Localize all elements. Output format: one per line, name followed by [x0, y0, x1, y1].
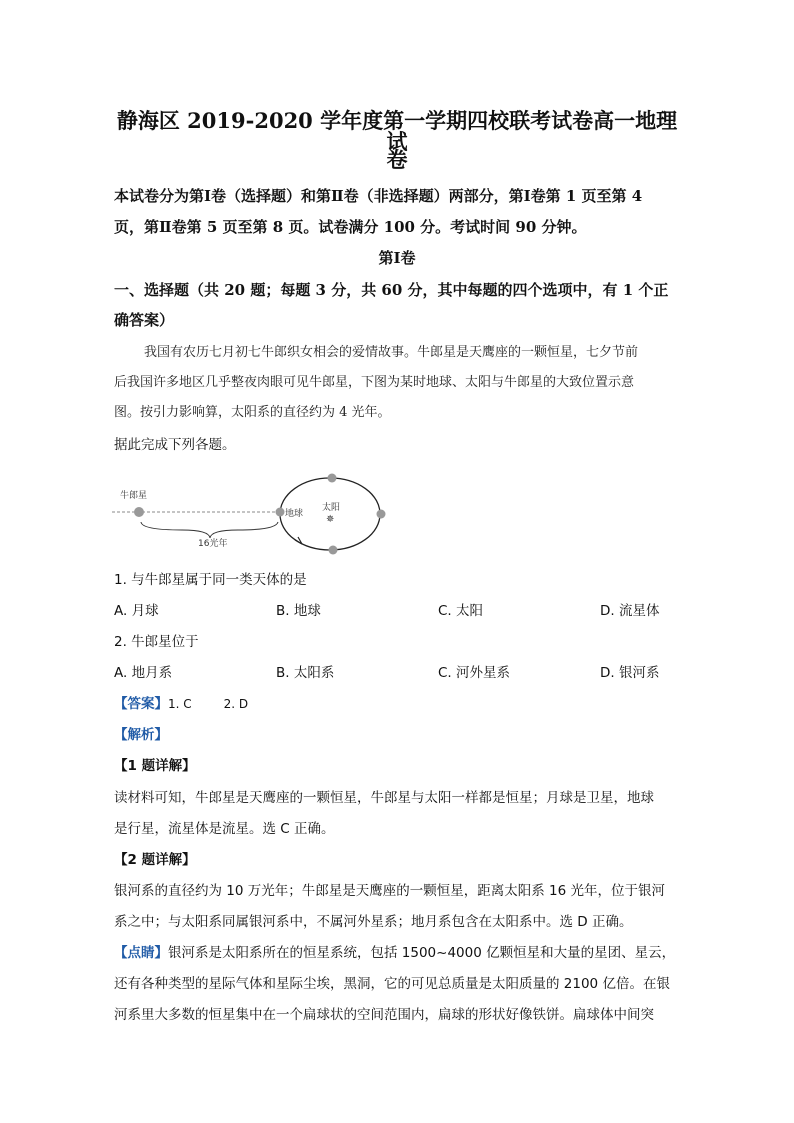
position-diagram	[112, 470, 402, 570]
intro-line2: 页，第Ⅱ卷第 5 页至第 8 页。试卷满分 100 分。考试时间 90 分钟。	[114, 218, 587, 236]
tip-row	[114, 946, 675, 961]
question-2-option-b: B. 太阳系	[276, 665, 335, 681]
earth-position-right	[377, 510, 386, 519]
altair-label: 牛郎星	[120, 491, 148, 501]
page-title-line1: 静海区 2019-2020 学年度第一学期四校联考试卷高一地理试	[116, 108, 678, 154]
answer-2: 2. D	[223, 697, 249, 711]
volume-title: 第Ⅰ卷	[378, 249, 416, 267]
material-line1: 我国有农历七月初七牛郎织女相会的爱情故事。牛郎星是天鹰座的一颗恒星，七夕节前	[144, 345, 639, 360]
earth-position-bottom	[329, 546, 338, 555]
earth-label: 地球	[285, 509, 304, 519]
answer-row	[114, 697, 248, 712]
detail2-label: 【2 题详解】	[114, 852, 196, 868]
question-2-option-c: C. 河外星系	[438, 665, 511, 681]
earth-position-left	[276, 508, 285, 517]
tip-line1: 银河系是太阳系所在的恒星系统，包括 1500~4000 亿颗恒星和大量的星团、星云，	[168, 945, 676, 961]
earth-position-top	[328, 474, 337, 483]
section-heading-line2: 确答案）	[114, 311, 175, 329]
question-1-option-d: D. 流星体	[600, 603, 660, 619]
sun-label: 太阳	[322, 503, 341, 513]
detail2-line2: 系之中；与太阳系同属银河系中，不属河外星系；地月系包含在太阳系中。选 D 正确。	[114, 914, 633, 930]
answer-1: 1. C	[168, 697, 192, 711]
intro-line1: 本试卷分为第Ⅰ卷（选择题）和第Ⅱ卷（非选择题）两部分，第Ⅰ卷第 1 页至第 4	[114, 187, 643, 205]
detail1-label: 【1 题详解】	[114, 758, 196, 774]
tip-line2: 还有各种类型的星际气体和星际尘埃，黑洞，它的可见总质量是太阳质量的 2100 亿倍。在银	[114, 976, 670, 992]
material-line2: 后我国许多地区几乎整夜肉眼可见牛郎星，下图为某时地球、太阳与牛郎星的大致位置示意	[114, 375, 635, 390]
question-2-option-d: D. 银河系	[600, 665, 660, 681]
material-line3: 图。按引力影响算，太阳系的直径约为 4 光年。	[114, 405, 391, 420]
question-2-option-a: A. 地月系	[114, 665, 173, 681]
section-heading-line1: 一、选择题（共 20 题；每题 3 分，共 60 分，其中每题的四个选项中，有 1 个正	[114, 281, 669, 299]
page-title-line2: 卷	[386, 147, 408, 172]
question-2-stem: 2. 牛郎星位于	[114, 634, 199, 650]
detail1-line2: 是行星，流星体是流星。选 C 正确。	[114, 821, 335, 837]
detail1-line1: 读材料可知，牛郎星是天鹰座的一颗恒星，牛郎星与太阳一样都是恒星；月球是卫星，地球	[114, 790, 654, 806]
question-1-option-c: C. 太阳	[438, 603, 484, 619]
altair-dot	[134, 507, 144, 517]
orbit-arrow	[295, 537, 302, 544]
distance-brace	[141, 522, 278, 538]
tip-line3: 河系里大多数的恒星集中在一个扁球状的空间范围内，扁球的形状好像铁饼。扁球体中间突	[114, 1007, 654, 1023]
tip-label: 【点睛】	[114, 945, 168, 961]
instruction-text: 据此完成下列各题。	[114, 437, 236, 453]
distance-label: 16光年	[198, 539, 228, 549]
question-1-option-a: A. 月球	[114, 603, 159, 619]
analysis-label: 【解析】	[114, 727, 168, 743]
detail2-line1: 银河系的直径约为 10 万光年；牛郎星是天鹰座的一颗恒星，距离太阳系 16 光年，位于银河	[114, 883, 666, 899]
question-1-option-b: B. 地球	[276, 603, 321, 619]
question-1-stem: 1. 与牛郎星属于同一类天体的是	[114, 572, 307, 588]
answer-label: 【答案】	[114, 696, 168, 712]
sun-icon: ✵	[326, 514, 335, 525]
